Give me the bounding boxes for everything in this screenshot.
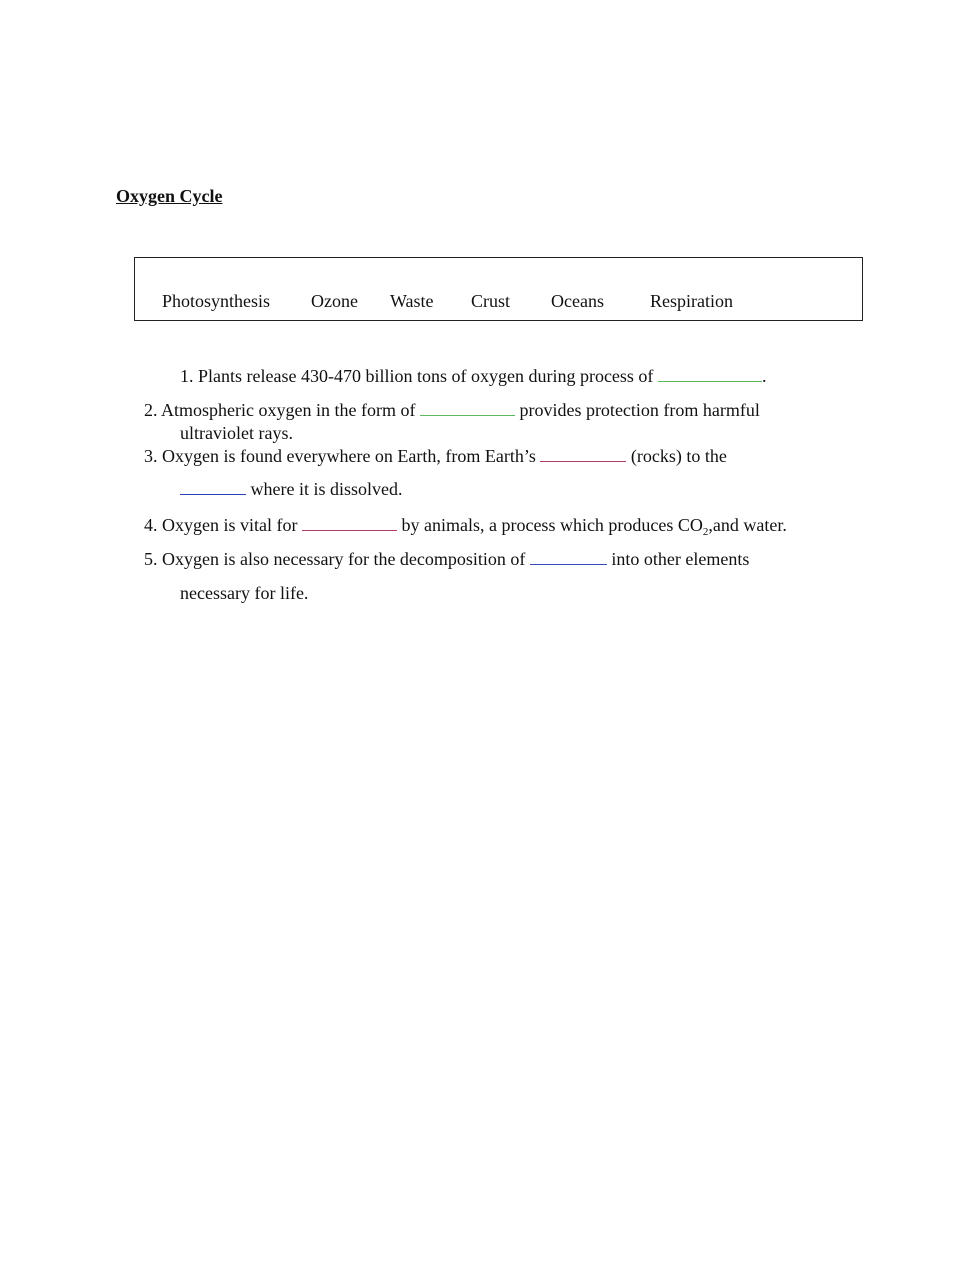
question-1-end: . <box>761 366 767 386</box>
question-3-line-2-after: where it is dissolved. <box>250 479 403 499</box>
question-3-after: (rocks) to the <box>630 446 727 466</box>
question-5-before: 5. Oxygen is also necessary for the decomposition of <box>144 549 526 569</box>
question-3-before: 3. Oxygen is found everywhere on Earth, from Earth’s <box>144 446 536 466</box>
word-bank-item: Waste <box>390 291 434 311</box>
question-2-before: 2. Atmospheric oxygen in the form of <box>144 400 416 420</box>
answer-blank-5[interactable] <box>530 550 607 565</box>
answer-blank-1[interactable] <box>658 367 762 382</box>
question-3-line-2 <box>180 479 402 500</box>
question-4 <box>144 515 787 538</box>
worksheet-title: Oxygen Cycle <box>116 186 223 206</box>
question-5 <box>144 549 749 570</box>
question-1-text: 1. Plants release 430-470 billion tons of oxygen during process of <box>180 366 654 386</box>
word-bank-item: Oceans <box>551 291 604 311</box>
question-2-after: provides protection from harmful <box>519 400 760 420</box>
answer-blank-3b[interactable] <box>180 480 246 495</box>
question-2-line-2: ultraviolet rays. <box>180 423 293 443</box>
word-bank-item: Photosynthesis <box>162 291 271 311</box>
question-4-after: by animals, a process which produces CO <box>401 515 703 535</box>
co2-subscript: 2 <box>702 526 709 538</box>
answer-blank-4[interactable] <box>302 516 397 531</box>
answer-blank-3a[interactable] <box>540 447 626 462</box>
word-bank-item: Ozone <box>311 291 358 311</box>
word-bank-box <box>134 257 863 321</box>
answer-blank-2[interactable] <box>420 401 515 416</box>
word-bank-item: Respiration <box>650 291 733 311</box>
question-1 <box>180 366 766 387</box>
question-3 <box>144 446 727 467</box>
question-4-end: ,and water. <box>708 515 787 535</box>
question-5-line-2: necessary for life. <box>180 583 309 603</box>
word-bank-item: Crust <box>471 291 511 311</box>
question-2 <box>144 400 760 421</box>
question-5-after: into other elements <box>611 549 750 569</box>
question-4-before: 4. Oxygen is vital for <box>144 515 298 535</box>
